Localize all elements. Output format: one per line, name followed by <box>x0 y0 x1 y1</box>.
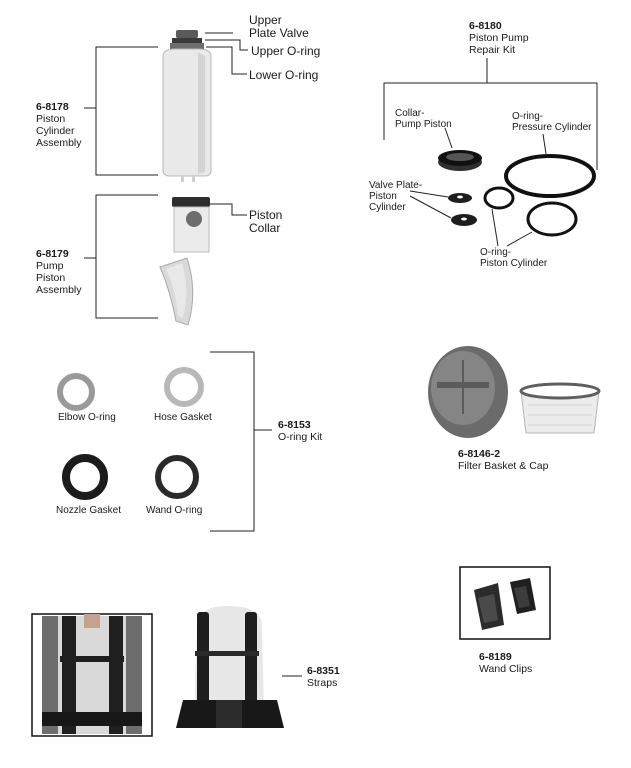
wand-clips-frame <box>460 567 550 639</box>
upper-oring-label: Upper O-ring <box>251 44 321 58</box>
part-number-6-8146-2: 6-8146-2 <box>458 448 501 460</box>
caption-line: Piston <box>36 272 66 284</box>
nozzle-gasket-label: Nozzle Gasket <box>56 505 122 516</box>
caption-line: Repair Kit <box>469 44 516 56</box>
caption-line: Piston <box>36 113 66 125</box>
piston-cylinder-assembly-caption <box>36 101 82 149</box>
caption-line: Cylinder <box>36 125 75 137</box>
caption-line: Straps <box>307 677 338 689</box>
piston-collar-line1: Piston <box>249 208 283 222</box>
caption-line: Piston Pump <box>469 32 529 44</box>
part-number-6-8153: 6-8153 <box>278 419 311 431</box>
label-line: O-ring- <box>480 247 512 258</box>
caption-line: Assembly <box>36 284 82 296</box>
filter-caption <box>458 448 548 472</box>
caption-line: Assembly <box>36 137 82 149</box>
label-line: Cylinder <box>369 202 406 213</box>
part-number-6-8351: 6-8351 <box>307 665 340 677</box>
part-number-6-8180: 6-8180 <box>469 20 502 32</box>
label-line: Collar- <box>395 108 425 119</box>
straps-caption <box>307 665 340 689</box>
valve-plate-piston-cylinder-label <box>369 180 422 213</box>
part-number-6-8178: 6-8178 <box>36 101 69 113</box>
label-line: Piston <box>369 191 397 202</box>
oring-kit-parts <box>60 370 201 496</box>
upper-plate-valve-line2: Plate Valve <box>249 26 309 40</box>
filter-cap-image <box>428 346 508 438</box>
part-number-6-8189: 6-8189 <box>479 651 512 663</box>
hose-gasket-label: Hose Gasket <box>154 412 212 423</box>
lower-oring-label: Lower O-ring <box>249 68 319 82</box>
caption-line: Wand Clips <box>479 663 533 675</box>
label-line: Valve Plate- <box>369 180 423 191</box>
wand-oring-label: Wand O-ring <box>146 505 203 516</box>
piston-collar-label <box>249 209 282 235</box>
label-line: Pressure Cylinder <box>512 122 592 133</box>
label-line: Piston Cylinder <box>480 258 548 269</box>
straps-worn-photo <box>32 614 152 736</box>
pump-piston-image <box>160 197 210 325</box>
upper-plate-valve-line1: Upper <box>249 13 282 27</box>
repair-kit-parts <box>438 150 594 235</box>
collar-pump-piston-label <box>395 108 452 130</box>
part-number-6-8179: 6-8179 <box>36 248 69 260</box>
piston-cylinder-image <box>163 30 211 182</box>
filter-basket-image <box>521 384 599 433</box>
oring-kit-caption <box>278 419 322 443</box>
upper-plate-valve-label <box>249 14 309 40</box>
label-line: O-ring- <box>512 111 544 122</box>
piston-collar-line2: Collar <box>249 221 281 235</box>
oring-pressure-cylinder-label <box>512 111 591 133</box>
caption-line: O-ring Kit <box>278 431 323 443</box>
wand-clips-caption <box>479 651 532 675</box>
label-line: Pump Piston <box>395 119 452 130</box>
oring-piston-cylinder-label <box>480 247 547 269</box>
caption-line: Filter Basket & Cap <box>458 460 549 472</box>
elbow-oring-label: Elbow O-ring <box>58 412 116 423</box>
repair-kit-caption <box>469 20 529 56</box>
straps-product-image <box>176 606 284 728</box>
pump-piston-assembly-caption <box>36 248 82 296</box>
caption-line: Pump <box>36 260 64 272</box>
